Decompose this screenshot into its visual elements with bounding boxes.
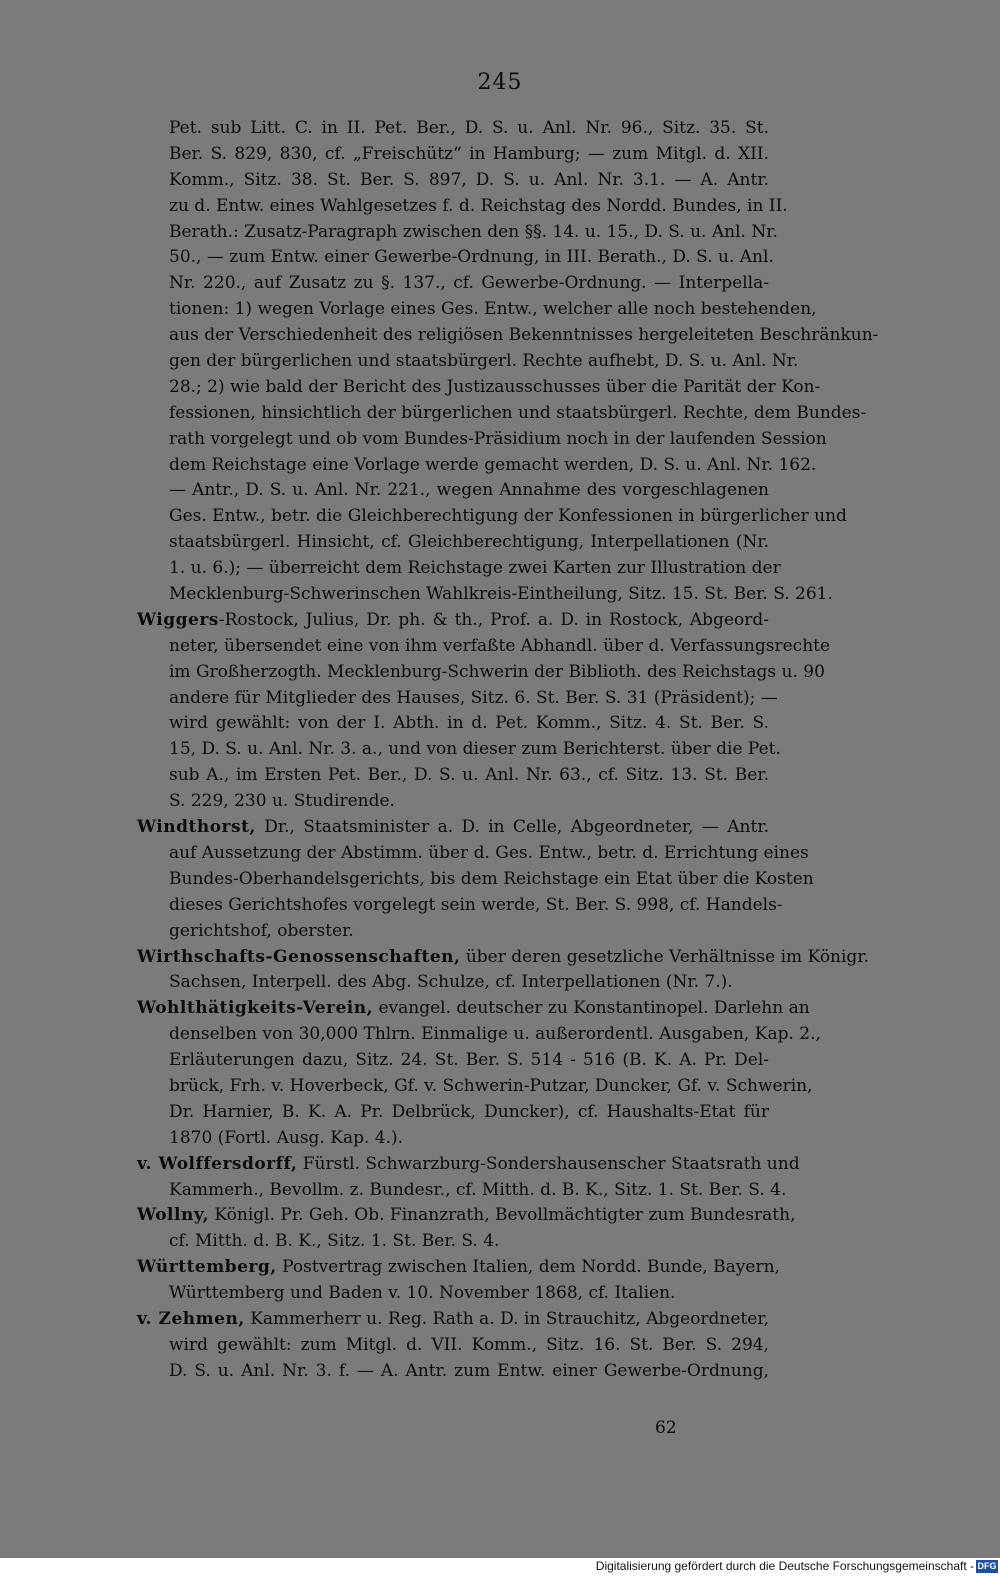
footer-text: Digitalisierung gefördert durch die Deutsche Forschungsgemeinschaft - [595, 1559, 974, 1573]
line-text: Postvertrag zwischen Italien, dem Nordd. Bunde, Bayern, [276, 1257, 780, 1278]
text-line [137, 789, 769, 815]
text-line [137, 1022, 821, 1048]
line-text: -Rostock, Julius, Dr. ph. & th., Prof. a. D. in Rostock, Abgeord- [218, 609, 769, 630]
text-line [137, 116, 769, 142]
line-text: auf Aussetzung der Abstimm. über d. Ges. Entw., betr. d. Errichtung eines [169, 842, 809, 863]
entry-keyword: v. Zehmen, [137, 1308, 245, 1329]
line-text: Ges. Entw., betr. die Gleichberechtigung der Konfessionen in bürgerlicher und [169, 506, 847, 527]
text-line [137, 349, 799, 375]
entry-head-line [137, 1203, 796, 1229]
entry-head-line [137, 996, 810, 1022]
text-line [137, 867, 814, 893]
entry-head-line [137, 1255, 780, 1281]
line-text: Ber. S. 829, 830, cf. „Freischütz“ in Hamburg; — zum Mitgl. d. XII. [169, 143, 769, 164]
line-text: wird gewählt: von der I. Abth. in d. Pet. Komm., Sitz. 4. St. Ber. S. [169, 713, 769, 734]
text-line [137, 142, 769, 168]
text-line [137, 1281, 769, 1307]
line-text: dieses Gerichtshofes vorgelegt sein werde, St. Ber. S. 998, cf. Handels- [169, 894, 783, 915]
text-line [137, 763, 769, 789]
entry-head-line [137, 815, 769, 841]
line-text: Berath.: Zusatz-Paragraph zwischen den §§. 14. u. 15., D. S. u. Anl. Nr. [169, 221, 778, 242]
text-line [137, 297, 817, 323]
text-line [137, 660, 825, 686]
line-text: dem Reichstage eine Vorlage werde gemacht werden, D. S. u. Anl. Nr. 162. [169, 454, 817, 475]
text-line [137, 323, 879, 349]
entry-head-line [137, 1307, 769, 1333]
text-line [137, 1100, 769, 1126]
text-line [137, 453, 817, 479]
entry-keyword: Wiggers [137, 609, 219, 630]
entry-keyword: Wollny, [137, 1205, 209, 1226]
line-text: Kammerherr u. Reg. Rath a. D. in Strauchitz, Abgeordneter, [244, 1308, 769, 1329]
line-text: fessionen, hinsichtlich der bürgerlichen und staatsbürgerl. Rechte, dem Bundes- [169, 402, 867, 423]
line-text: — Antr., D. S. u. Anl. Nr. 221., wegen Annahme des vorgeschlagenen [169, 480, 769, 501]
dfg-logo-icon: DFG [977, 1561, 997, 1571]
line-text: zu d. Entw. eines Wahlgesetzes f. d. Reichstag des Nordd. Bundes, in II. [169, 195, 788, 216]
text-line [137, 168, 769, 194]
line-text: Komm., Sitz. 38. St. Ber. S. 897, D. S. u. Anl. Nr. 3.1. — A. Antr. [169, 169, 769, 190]
text-line [137, 737, 781, 763]
text-block [137, 116, 879, 1385]
text-line [137, 1359, 769, 1385]
text-line [137, 582, 833, 608]
entry-head-line [137, 1152, 800, 1178]
line-text: Dr., Staatsminister a. D. in Celle, Abgeordneter, — Antr. [255, 817, 769, 838]
text-line [137, 271, 769, 297]
text-line [137, 634, 831, 660]
line-text: Pet. sub Litt. C. in II. Pet. Ber., D. S. u. Anl. Nr. 96., Sitz. 35. St. [169, 118, 769, 138]
signature-mark: 62 [655, 1418, 677, 1438]
page-number: 245 [477, 70, 523, 95]
line-text: gerichtshof, oberster. [169, 920, 354, 941]
text-line [137, 375, 821, 401]
text-line [137, 841, 809, 867]
entry-keyword: v. Wolffersdorff, [137, 1153, 298, 1174]
line-text: gen der bürgerlichen und staatsbürgerl. Rechte aufhebt, D. S. u. Anl. Nr. [169, 351, 799, 372]
line-text: Sachsen, Interpell. des Abg. Schulze, cf. Interpellationen (Nr. 7.). [169, 972, 733, 993]
line-text: cf. Mitth. d. B. K., Sitz. 1. St. Ber. S. 4. [169, 1231, 500, 1252]
text-line [137, 504, 847, 530]
text-line [137, 556, 781, 582]
entry-head-line [137, 945, 869, 971]
text-line [137, 893, 783, 919]
text-line [137, 1126, 769, 1152]
text-line [137, 1074, 813, 1100]
line-text: andere für Mitglieder des Hauses, Sitz. 6. St. Ber. S. 31 (Präsident); — [169, 687, 778, 708]
line-text: D. S. u. Anl. Nr. 3. f. — A. Antr. zum Entw. einer Gewerbe-Ordnung, [169, 1360, 769, 1381]
line-text: 15, D. S. u. Anl. Nr. 3. a., und von dieser zum Berichterst. über die Pet. [169, 739, 781, 760]
text-line [137, 530, 769, 556]
text-line [137, 1178, 787, 1204]
line-text: S. 229, 230 u. Studirende. [169, 791, 395, 812]
line-text: 1. u. 6.); — überreicht dem Reichstage zwei Karten zur Illustration der [169, 558, 781, 579]
line-text: wird gewählt: zum Mitgl. d. VII. Komm., Sitz. 16. St. Ber. S. 294, [169, 1334, 769, 1355]
line-text: Württemberg und Baden v. 10. November 1868, cf. Italien. [169, 1283, 676, 1304]
text-line [137, 1229, 769, 1255]
line-text: 1870 (Fortl. Ausg. Kap. 4.). [169, 1127, 404, 1148]
line-text: Kammerh., Bevollm. z. Bundesr., cf. Mitth. d. B. K., Sitz. 1. St. Ber. S. 4. [169, 1179, 787, 1200]
text-line [137, 427, 827, 453]
line-text: Mecklenburg-Schwerinschen Wahlkreis-Eintheilung, Sitz. 15. St. Ber. S. 261. [169, 584, 833, 605]
line-text: 28.; 2) wie bald der Bericht des Justizausschusses über die Parität der Kon- [169, 376, 821, 397]
text-line [137, 220, 778, 246]
entry-keyword: Wirthschafts-Genossenschaften, [137, 946, 461, 967]
line-text: tionen: 1) wegen Vorlage eines Ges. Entw., welcher alle noch bestehenden, [169, 299, 817, 320]
line-text: Dr. Harnier, B. K. A. Pr. Delbrück, Duncker), cf. Haushalts-Etat für [169, 1101, 769, 1122]
text-line [137, 245, 774, 271]
line-text: evangel. deutscher zu Konstantinopel. Darlehn an [373, 998, 810, 1019]
line-text: im Großherzogth. Mecklenburg-Schwerin der Biblioth. des Reichstags u. 90 [169, 661, 825, 682]
line-text: 50., — zum Entw. einer Gewerbe-Ordnung, in III. Berath., D. S. u. Anl. [169, 247, 774, 268]
text-line [137, 1048, 769, 1074]
text-line [137, 401, 867, 427]
line-text: sub A., im Ersten Pet. Ber., D. S. u. Anl. Nr. 63., cf. Sitz. 13. St. Ber. [169, 765, 769, 786]
line-text: Nr. 220., auf Zusatz zu §. 137., cf. Gewerbe-Ordnung. — Interpella- [169, 273, 769, 294]
text-line [137, 919, 769, 945]
text-line [137, 478, 769, 504]
footer-bar [0, 1558, 1000, 1576]
line-text: Bundes-Oberhandelsgerichts, bis dem Reichstage ein Etat über die Kosten [169, 868, 814, 889]
line-text: aus der Verschiedenheit des religiösen Bekenntnisses hergeleiteten Beschränkun- [169, 325, 879, 346]
line-text: Erläuterungen dazu, Sitz. 24. St. Ber. S. 514 - 516 (B. K. A. Pr. Del- [169, 1050, 769, 1071]
text-line [137, 970, 769, 996]
line-text: denselben von 30,000 Thlrn. Einmalige u. außerordentl. Ausgaben, Kap. 2., [169, 1024, 821, 1045]
line-text: rath vorgelegt und ob vom Bundes-Präsidium noch in der laufenden Session [169, 428, 827, 449]
text-line [137, 711, 769, 737]
line-text: Fürstl. Schwarzburg-Sondershausenscher Staatsrath und [297, 1153, 800, 1174]
entry-keyword: Wohlthätigkeits-Verein, [137, 998, 374, 1019]
line-text: über deren gesetzliche Verhältnisse im Königr. [460, 946, 869, 967]
text-line [137, 1333, 769, 1359]
line-text: neter, übersendet eine von ihm verfaßte Abhandl. über d. Verfassungsrechte [169, 635, 831, 656]
entry-keyword: Württemberg, [137, 1257, 277, 1278]
line-text: staatsbürgerl. Hinsicht, cf. Gleichberechtigung, Interpellationen (Nr. [169, 532, 769, 553]
line-text: brück, Frh. v. Hoverbeck, Gf. v. Schwerin-Putzar, Duncker, Gf. v. Schwerin, [169, 1075, 813, 1096]
entry-keyword: Windthorst, [137, 817, 256, 838]
line-text: Königl. Pr. Geh. Ob. Finanzrath, Bevollmächtigter zum Bundesrath, [209, 1205, 796, 1226]
text-line [137, 686, 778, 712]
text-line [137, 194, 788, 220]
entry-head-line [137, 608, 769, 634]
